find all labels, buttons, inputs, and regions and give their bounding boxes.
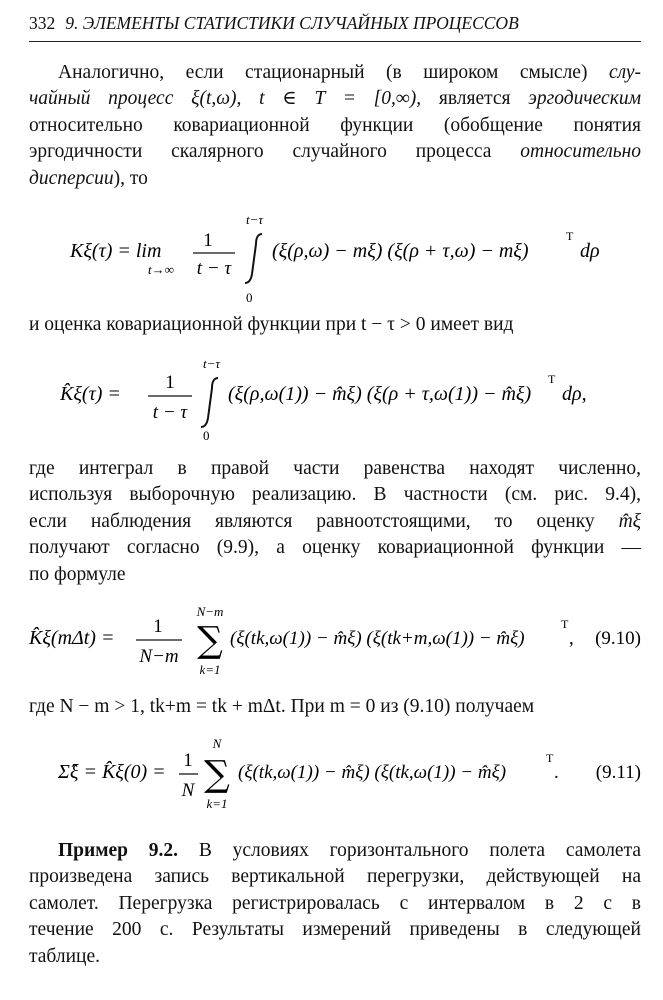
f4-frac-den: N	[181, 780, 195, 801]
f4-transpose: T	[546, 751, 554, 765]
f1-lim-sub: t→∞	[148, 262, 174, 277]
para3-line-2: используя выборочную реализацию. В частности (см. рис. 9.4),	[29, 484, 641, 506]
paragraph-1	[29, 60, 641, 192]
f3-transpose: T	[561, 617, 569, 631]
para1-line-4: эргодичности скалярного случайного процесса относительно	[29, 141, 641, 163]
f2-dvar: dρ,	[562, 383, 587, 405]
f4-sum-sign: ∑	[204, 754, 230, 795]
f3-tail: ,	[569, 628, 574, 649]
running-title: 9. ЭЛЕМЕНТЫ СТАТИСТИКИ СЛУЧАЙНЫХ ПРОЦЕССОВ	[65, 13, 519, 33]
formula-1-svg	[0, 212, 663, 305]
f3-sum-sign: ∑	[197, 620, 223, 661]
equation-number-9-11: (9.11)	[595, 762, 641, 783]
para3-line-3: если наблюдения являются равноотстоящими, то оценку m̂ξ	[29, 510, 642, 532]
f1-transpose: T	[566, 229, 574, 243]
f3-upper-limit: N−m	[196, 604, 224, 619]
para1-line-5: дисперсии), то	[29, 167, 148, 189]
running-header	[29, 13, 641, 42]
f1-frac-num: 1	[203, 230, 213, 251]
f2-upper-limit: t−τ	[203, 356, 221, 371]
para1-line-2: чайный процесс ξ(t,ω), t ∈ T = [0,∞), является эргодическим	[29, 88, 642, 110]
example-line-5: таблице.	[29, 945, 100, 967]
paragraph-3	[29, 456, 641, 588]
f3-lower-limit: k=1	[199, 662, 221, 677]
f2-frac-den: t − τ	[152, 402, 188, 423]
para3-line-1: где интеграл в правой части равенства находят численно,	[29, 458, 641, 479]
f2-transpose: T	[548, 372, 556, 386]
f1-integral-sign	[245, 234, 262, 283]
formula-9-10	[0, 604, 663, 684]
para1-line-1: Аналогично, если стационарный (в широком смысле) слу-	[58, 62, 642, 83]
f3-summand: (ξ(tk,ω(1)) − m̂ξ) (ξ(tk+m,ω(1)) − m̂ξ)	[230, 628, 525, 649]
f1-dvar: dρ	[580, 240, 600, 262]
f2-lhs: K̂ξ(τ) =	[60, 383, 121, 405]
f2-integral-sign	[201, 378, 218, 427]
page-number: 332	[29, 13, 56, 33]
example-line-3: самолет. Перегрузка регистрировалась с интервалом в 2 с в	[29, 892, 641, 914]
formula-covariance-estimate	[0, 356, 663, 443]
para4-line-1: где N − m > 1, tk+m = tk + mΔt. При m = 0 из (9.10) получаем	[29, 696, 535, 717]
f4-frac-num: 1	[183, 750, 193, 771]
example-line-2: произведена запись вертикальной перегрузки, действующей на	[29, 866, 641, 888]
formula-2-svg	[0, 356, 663, 443]
f4-lower-limit: k=1	[206, 796, 228, 811]
paragraph-4	[29, 694, 641, 720]
paragraph-2	[29, 312, 641, 338]
f3-frac-num: 1	[153, 616, 163, 637]
f1-frac-den: t − τ	[196, 258, 232, 279]
para3-line-4: получают согласно (9.9), а оценку ковариационной функции —	[29, 537, 641, 559]
f3-frac-den: N−m	[139, 646, 179, 667]
f1-lower-limit: 0	[246, 290, 253, 305]
f4-upper-limit: N	[212, 736, 222, 751]
f2-frac-num: 1	[165, 372, 175, 393]
para3-line-5: по формуле	[29, 563, 126, 585]
f4-tail: .	[554, 762, 559, 783]
equation-number-9-10: (9.10)	[595, 628, 641, 649]
example-label: Пример 9.2.	[58, 840, 179, 861]
f2-integrand: (ξ(ρ,ω(1)) − m̂ξ) (ξ(ρ + τ,ω(1)) − m̂ξ)	[228, 383, 532, 405]
f4-lhs: Σ̂ξ = K̂ξ(0) =	[58, 761, 166, 783]
para2-line-1: и оценка ковариационной функции при t − τ > 0 имеет вид	[29, 314, 514, 335]
f1-integrand: (ξ(ρ,ω) − mξ) (ξ(ρ + τ,ω) − mξ)	[272, 240, 529, 262]
formula-3-svg	[0, 604, 663, 684]
formula-covariance-limit	[0, 212, 663, 305]
f1-upper-limit: t−τ	[246, 212, 264, 227]
f2-lower-limit: 0	[203, 428, 210, 443]
example-line-4: течение 200 с. Результаты измерений приведены в следующей	[29, 919, 641, 941]
example-line-1: Пример 9.2. В условиях горизонтального полета самолета	[58, 840, 642, 861]
formula-9-11	[0, 736, 663, 816]
formula-4-svg	[0, 736, 663, 816]
f1-lhs: Kξ(τ) = lim	[70, 240, 162, 262]
example-9-2	[29, 838, 641, 970]
f3-lhs: K̂ξ(mΔt) =	[29, 627, 115, 649]
f4-summand: (ξ(tk,ω(1)) − m̂ξ) (ξ(tk,ω(1)) − m̂ξ)	[238, 762, 507, 783]
para1-line-3: относительно ковариационной функции (обобщение понятия	[29, 114, 641, 136]
